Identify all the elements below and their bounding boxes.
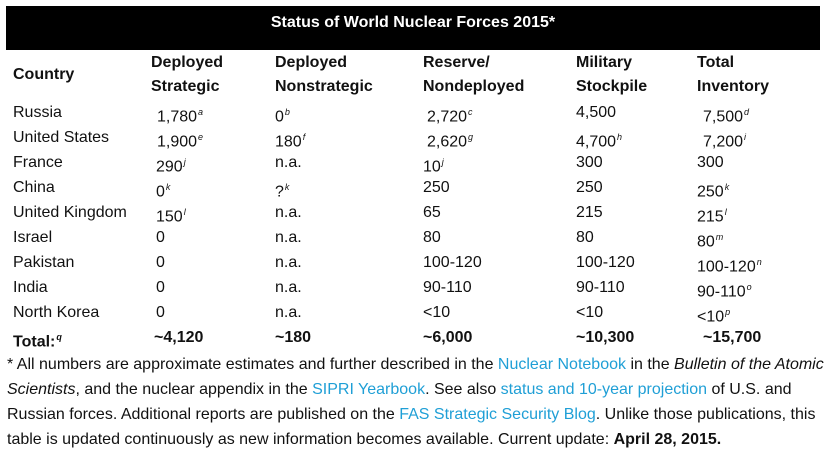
cell-total-inventory: 7,500$^d$ [703, 107, 750, 126]
total-inventory: ~15,700 [703, 329, 762, 346]
cell-deployed-strategic: 0 [156, 304, 165, 321]
footnote-marker: k [724, 182, 730, 192]
totals-row [13, 325, 823, 350]
status-projection-link[interactable]: status and 10-year projection [500, 381, 708, 398]
header-country: Country [13, 66, 75, 83]
header-total-inventory: Total Inventory [697, 54, 770, 95]
cell-total-inventory: 250$^k$ [697, 182, 730, 201]
total-military-stockpile: ~10,300 [576, 329, 635, 346]
header-deployed-strategic: Deployed Strategic [151, 54, 224, 95]
table-row [13, 100, 823, 125]
total-reserve: ~6,000 [423, 329, 473, 346]
cell-total-inventory: 215$^l$ [697, 207, 727, 226]
cell-military-stockpile: 4,700$^h$ [576, 132, 623, 151]
header-row [13, 50, 823, 100]
cell-country: France [13, 154, 63, 171]
footnote-marker: c [468, 107, 473, 117]
table-row [13, 175, 823, 200]
table-row [13, 275, 823, 300]
cell-deployed-nonstrategic: n.a. [275, 204, 302, 221]
footnote-marker: o [746, 282, 752, 292]
cell-military-stockpile: 90-110 [576, 279, 625, 296]
cell-deployed-strategic: 0 [156, 229, 165, 246]
footnote-marker: i [744, 132, 747, 142]
cell-country: Russia [13, 104, 62, 121]
header-deployed-nonstrategic: Deployed Nonstrategic [275, 54, 373, 95]
cell-deployed-strategic: 1,780$^a$ [157, 107, 204, 126]
cell-reserve: 2,720$^c$ [427, 107, 473, 126]
cell-total-inventory: 300 [697, 154, 724, 171]
cell-reserve: 90-110 [423, 279, 472, 296]
cell-deployed-nonstrategic: 0$^b$ [275, 107, 290, 126]
cell-reserve: 2,620$^g$ [427, 132, 474, 151]
footnote-marker: k [165, 182, 171, 192]
cell-deployed-nonstrategic: n.a. [275, 254, 302, 271]
cell-deployed-nonstrategic: n.a. [275, 279, 302, 296]
cell-deployed-nonstrategic: ?$^k$ [275, 182, 290, 201]
cell-country: United Kingdom [13, 204, 127, 221]
cell-deployed-nonstrategic: 180$^f$ [275, 132, 306, 151]
footnote-marker: n [756, 257, 762, 267]
footnote-marker: b [284, 107, 290, 117]
cell-military-stockpile: 80 [576, 229, 594, 246]
cell-country: India [13, 279, 48, 296]
cell-total-inventory: 90-110$^o$ [697, 282, 752, 301]
footnote-marker: g [468, 132, 474, 142]
cell-deployed-strategic: 1,900e [157, 132, 204, 151]
cell-country: Israel [13, 229, 53, 246]
table-row [13, 150, 823, 175]
cell-reserve: 80 [423, 229, 441, 246]
cell-total-inventory: 7,200$^i$ [703, 132, 747, 151]
total-deployed-nonstrategic: ~180 [275, 329, 312, 346]
header-reserve: Reserve/ Nondeployed [423, 54, 525, 95]
cell-deployed-nonstrategic: n.a. [275, 229, 302, 246]
footnote-marker: j [183, 157, 186, 167]
cell-country: North Korea [13, 304, 100, 321]
footnote-marker: m [715, 232, 724, 242]
cell-military-stockpile: <10 [576, 304, 604, 321]
cell-reserve: <10 [423, 304, 451, 321]
header-military-stockpile: Military Stockpile [576, 54, 648, 95]
footnote-marker: e [198, 132, 204, 142]
footnote-marker: p [725, 307, 731, 317]
table-row [13, 200, 823, 225]
cell-total-inventory: 80$^m$ [697, 232, 724, 251]
sipri-yearbook-link[interactable]: SIPRI Yearbook [312, 381, 426, 398]
cell-military-stockpile: 4,500 [576, 104, 617, 121]
footnote-marker: l [724, 207, 727, 217]
cell-military-stockpile: 100-120 [576, 254, 635, 271]
footnote-marker: h [617, 132, 623, 142]
fas-blog-link[interactable]: FAS Strategic Security Blog [399, 406, 596, 423]
footnote-marker: k [284, 182, 290, 192]
cell-military-stockpile: 215 [576, 204, 603, 221]
cell-deployed-strategic: 290$^j$ [156, 157, 186, 176]
cell-military-stockpile: 300 [576, 154, 603, 171]
table-row [13, 125, 823, 150]
cell-total-inventory: 100-120$^n$ [697, 257, 762, 276]
footnote-marker: f [302, 132, 306, 142]
cell-country: China [13, 179, 55, 196]
cell-reserve: 65 [423, 204, 441, 221]
cell-country: United States [13, 129, 110, 146]
bulletin-title: Bulletin of the Atomic Scientists [7, 356, 824, 398]
cell-reserve: 250 [423, 179, 450, 196]
cell-deployed-nonstrategic: n.a. [275, 304, 302, 321]
table-row [13, 250, 823, 275]
cell-deployed-strategic: 150$^l$ [156, 207, 186, 226]
cell-total-inventory: $<10^p$ [697, 307, 731, 326]
nuclear-forces-table [13, 50, 823, 350]
cell-deployed-nonstrategic: n.a. [275, 154, 302, 171]
cell-reserve: 100-120 [423, 254, 482, 271]
cell-reserve: 10$^j$ [423, 157, 444, 176]
cell-deployed-strategic: 0 [156, 279, 165, 296]
cell-military-stockpile: 250 [576, 179, 603, 196]
table-row [13, 225, 823, 250]
cell-deployed-strategic: 0$^k$ [156, 182, 171, 201]
cell-deployed-strategic: 0 [156, 254, 165, 271]
table-title: Status of World Nuclear Forces 2015* [6, 6, 820, 50]
cell-country: Pakistan [13, 254, 75, 271]
footnote-marker: a [198, 107, 204, 117]
total-deployed-strategic: ~4,120 [154, 329, 204, 346]
update-date: April 28, 2015. [613, 431, 722, 448]
nuclear-notebook-link[interactable]: Nuclear Notebook [497, 356, 626, 373]
footnote: * All numbers are approximate estimates and further described in the Nuclear Notebook in the Bulletin of the Atomic Scientists, and the nuclear appendix in the SIPRI Yearbook. See also status and 10-year projection of U.S. and Russian forces. Additional reports are published on the FAS Strategic Security Blog. Unlike those publications, this table is updated continuously as new information becomes available. Current update: April 28, 2015. [7, 356, 824, 448]
totals-label: Total:$^q$ [13, 332, 62, 351]
footnote-marker: j [441, 157, 444, 167]
footnote-marker: d [744, 107, 750, 117]
footnote-marker: l [183, 207, 186, 217]
table-body [13, 100, 823, 325]
table-row [13, 300, 823, 325]
